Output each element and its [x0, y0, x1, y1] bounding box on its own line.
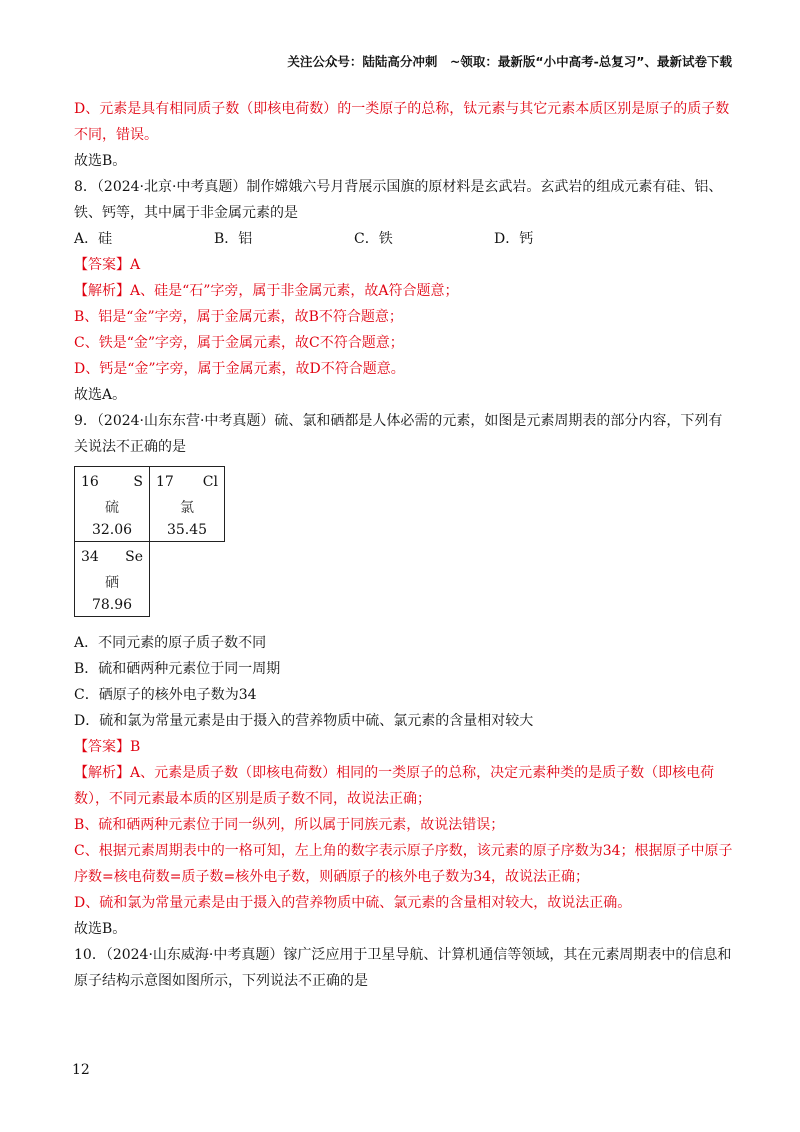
q8-stem: 8．（2024·北京·中考真题）制作嫦娥六号月背展示国旗的原材料是玄武岩。玄武岩的组成元素有硅、铝、铁、钙等，其中属于非金属元素的是	[74, 179, 723, 221]
q7-option-d-analysis: D、元素是具有相同质子数（即核电荷数）的一类原子的总称，钛元素与其它元素本质区别是原子的质子数不同，错误。	[74, 101, 730, 143]
q8-option-b: B．铝	[214, 231, 253, 247]
q9-option-c: C．硒原子的核外电子数为34	[74, 687, 257, 703]
element-symbol: Se	[125, 549, 143, 565]
q8-conclusion: 故选A。	[74, 387, 127, 403]
atomic-mass: 35.45	[166, 522, 208, 538]
q8-analysis-d: D、钙是“金”字旁，属于金属元素，故D不符合题意。	[74, 361, 405, 377]
q9-answer: 【答案】B	[74, 739, 141, 755]
element-symbol: S	[133, 474, 143, 490]
q8-answer: 【答案】A	[74, 257, 141, 273]
periodic-table-excerpt	[74, 466, 230, 622]
element-cell-chlorine	[149, 466, 225, 542]
q10-stem: 10．（2024·山东威海·中考真题）镓广泛应用于卫星导航、计算机通信等领域，其在元素周期表中的信息和原子结构示意图如图所示，下列说法不正确的是	[74, 947, 732, 989]
element-cell-selenium	[74, 541, 150, 617]
q9-analysis-d: D、硫和氯为常量元素是由于摄入的营养物质中硫、氯元素的含量相对较大，故说法正确。	[74, 895, 632, 911]
atomic-number: 16	[81, 474, 99, 490]
q9-analysis-b: B、硫和硒两种元素位于同一纵列，所以属于同族元素，故说法错误；	[74, 817, 505, 833]
atomic-mass: 78.96	[91, 597, 133, 613]
q9-option-a: A．不同元素的原子质子数不同	[74, 635, 267, 651]
q9-analysis-a: 【解析】A、元素是质子数（即核电荷数）相同的一类原子的总称，决定元素种类的是质子数（即核电荷数），不同元素最本质的区别是质子数不同，故说法正确；	[74, 765, 715, 807]
q9-option-d: D．硫和氯为常量元素是由于摄入的营养物质中硫、氯元素的含量相对较大	[74, 713, 534, 729]
q8-option-c: C．铁	[354, 231, 393, 247]
element-name: 氯	[180, 500, 194, 516]
element-symbol: Cl	[202, 474, 218, 490]
atomic-mass: 32.06	[91, 522, 133, 538]
q8-option-a: A．硅	[74, 231, 113, 247]
element-name: 硫	[105, 500, 119, 516]
q8-analysis-c: C、铁是“金”字旁，属于金属元素，故C不符合题意；	[74, 335, 404, 351]
q8-analysis-a: 【解析】A、硅是“石”字旁，属于非金属元素，故A符合题意；	[74, 283, 459, 299]
page-number: 12	[72, 1062, 90, 1078]
q8-options	[74, 226, 734, 252]
q8-option-d: D．钙	[494, 231, 534, 247]
page-header: 关注公众号：陆陆高分冲刺 ~领取：最新版“小中高考-总复习”、最新试卷下载	[287, 54, 732, 69]
q9-conclusion: 故选B。	[74, 921, 127, 937]
element-name: 硒	[105, 575, 119, 591]
q8-analysis-b: B、铝是“金”字旁，属于金属元素，故B不符合题意；	[74, 309, 403, 325]
document-body	[74, 96, 734, 994]
q9-option-b: B．硫和硒两种元素位于同一周期	[74, 661, 281, 677]
element-cell-sulfur	[74, 466, 150, 542]
q9-stem: 9．（2024·山东东营·中考真题）硫、氯和硒都是人体必需的元素，如图是元素周期表的部分内容，下列有关说法不正确的是	[74, 413, 723, 455]
q9-analysis-c: C、根据元素周期表中的一格可知，左上角的数字表示原子序数，该元素的原子序数为34；根据原子中原子序数=核电荷数=质子数=核外电子数，则硒原子的核外电子数为34，故说法正确；	[74, 843, 733, 885]
q7-conclusion: 故选B。	[74, 153, 127, 169]
atomic-number: 34	[81, 549, 99, 565]
atomic-number: 17	[156, 474, 174, 490]
